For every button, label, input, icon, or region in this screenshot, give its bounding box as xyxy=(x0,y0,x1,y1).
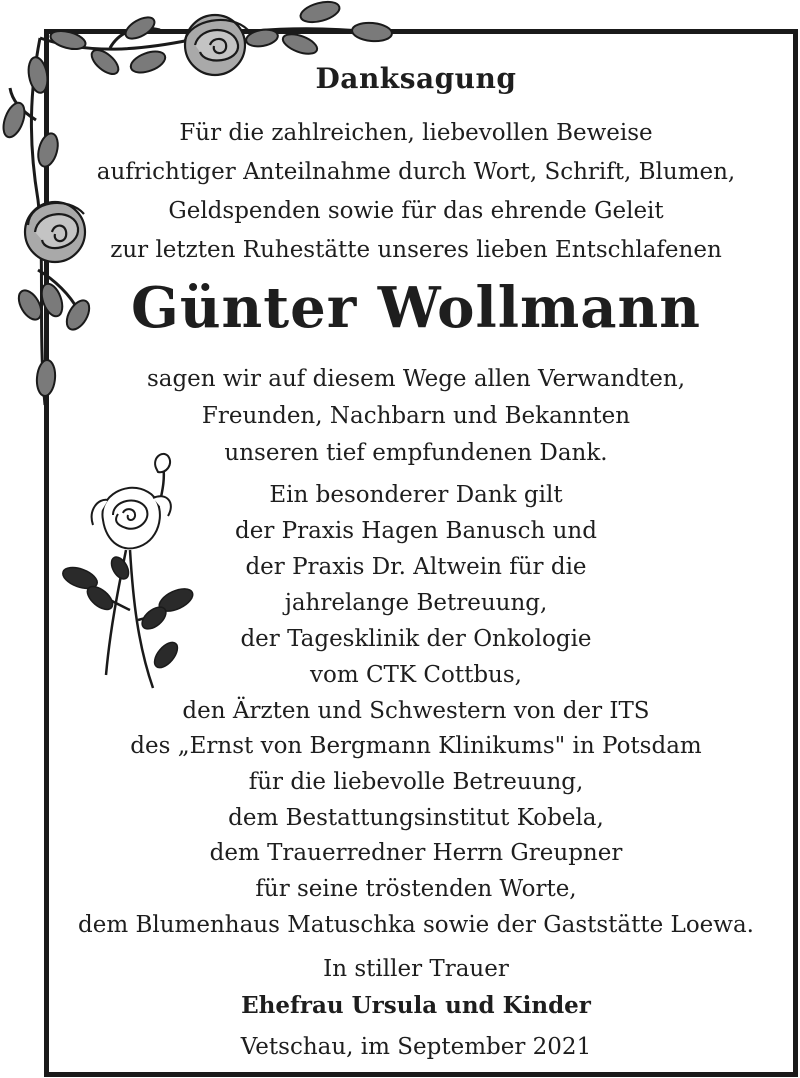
special-line: der Praxis Hagen Banusch und xyxy=(235,518,597,544)
thanks-line: Freunden, Nachbarn und Bekannten xyxy=(201,403,631,429)
special-line: der Tagesklinik der Onkologie xyxy=(240,626,592,652)
special-line: dem Blumenhaus Matuschka sowie der Gaststätte Loewa. xyxy=(78,912,754,938)
special-line: für seine tröstenden Worte, xyxy=(255,876,577,902)
special-line: vom CTK Cottbus, xyxy=(310,662,522,688)
closing: In stiller Trauer xyxy=(323,956,509,982)
special-line: für die liebevolle Betreuung, xyxy=(248,769,584,795)
special-line: dem Trauerredner Herrn Greupner xyxy=(209,840,623,866)
deceased-name: Günter Wollmann xyxy=(131,275,701,341)
intro-line: aufrichtiger Anteilnahme durch Wort, Schrift, Blumen, xyxy=(96,159,736,185)
thanks-line: unseren tief empfundenen Dank. xyxy=(224,440,608,466)
intro-line: Geldspenden sowie für das ehrende Geleit xyxy=(168,198,664,224)
thanks-line: sagen wir auf diesem Wege allen Verwandten, xyxy=(146,366,686,392)
special-line: der Praxis Dr. Altwein für die xyxy=(245,554,587,580)
special-line: dem Bestattungsinstitut Kobela, xyxy=(228,805,604,831)
special-line: Ein besonderer Dank gilt xyxy=(269,482,563,508)
intro-line: zur letzten Ruhestätte unseres lieben Entschlafenen xyxy=(110,237,722,263)
place-date: Vetschau, im September 2021 xyxy=(240,1034,592,1060)
intro-line: Für die zahlreichen, liebevollen Beweise xyxy=(179,120,653,146)
signature: Ehefrau Ursula und Kinder xyxy=(241,992,591,1019)
special-line: des „Ernst von Bergmann Klinikums" in Potsdam xyxy=(130,733,702,759)
special-line: jahrelange Betreuung, xyxy=(284,590,548,616)
heading: Danksagung xyxy=(315,62,517,95)
special-line: den Ärzten und Schwestern von der ITS xyxy=(182,698,650,724)
